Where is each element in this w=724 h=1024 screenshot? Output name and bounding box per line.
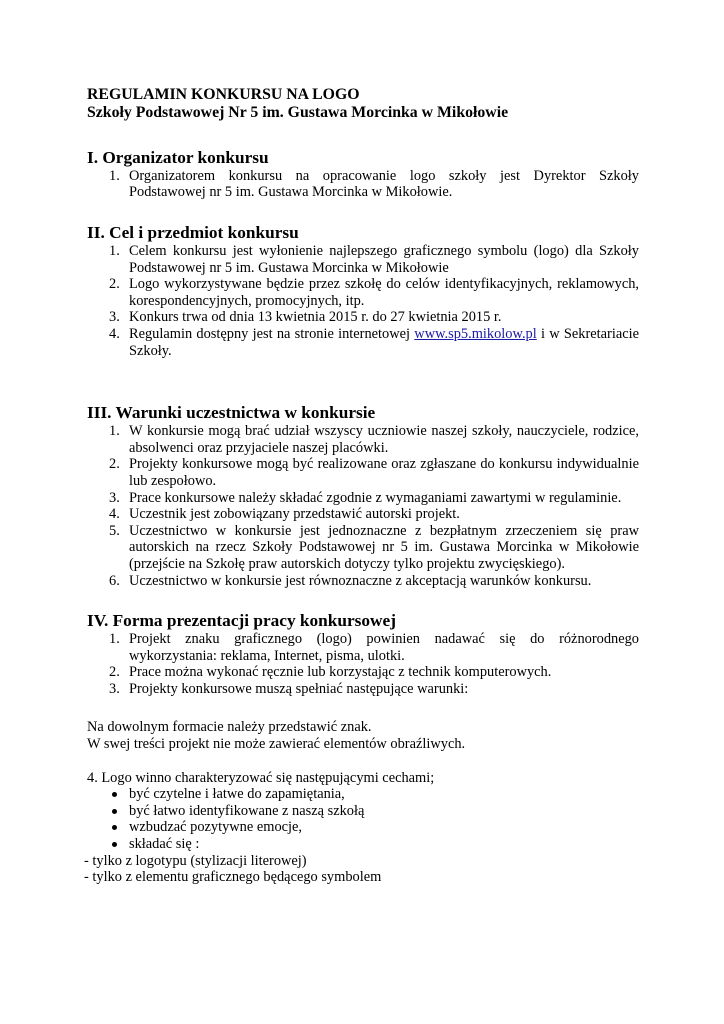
section-heading-organizer: I. Organizator konkursu [87, 147, 269, 167]
section-heading-conditions: III. Warunki uczestnictwa w konkursie [87, 403, 376, 423]
list-item: 4. Uczestnik jest zobowiązany przedstawić autorski projekt. [109, 506, 460, 523]
bullet-item: być czytelne i łatwe do zapamiętania, [87, 786, 639, 803]
list-item: 2. Logo wykorzystywane będzie przez szkołę do celów identyfikacyjnych, reklamowych, korespondencyjnych, promocyjnych, itp. [109, 276, 639, 309]
format-line: Na dowolnym formacie należy przedstawić znak. [87, 719, 372, 736]
presentation-list [87, 631, 639, 697]
organizer-list [87, 168, 639, 201]
point-4-block [84, 769, 639, 886]
conditions-list [87, 423, 639, 589]
section-heading-goal: II. Cel i przedmiot konkursu [87, 223, 299, 242]
list-item: 1. Celem konkursu jest wyłonienie najlepszego graficznego symbolu (logo) dla Szkoły Podstawowej nr 5 im. Gustawa Morcinka w Mikołowie [109, 243, 639, 276]
list-item: 3. Projekty konkursowe muszą spełniać następujące warunki: [109, 680, 469, 697]
document-page [84, 86, 640, 886]
list-item: 3. Konkurs trwa od dnia 13 kwietnia 2015 r. do 27 kwietnia 2015 r. [109, 309, 502, 326]
list-item: 1. Projekt znaku graficznego (logo) powinien nadawać się do różnorodnego wykorzystania: reklama, Internet, pisma, ulotki. [109, 631, 639, 664]
list-item: 3. Prace konkursowe należy składać zgodnie z wymaganiami zawartymi w regulaminie. [109, 489, 622, 506]
document-title: REGULAMIN KONKURSU NA LOGO [87, 86, 360, 103]
list-item: 6. Uczestnictwo w konkursie jest równoznaczne z akceptacją warunków konkursu. [109, 572, 592, 589]
list-item: 1. W konkursie mogą brać udział wszyscy uczniowie naszej szkoły, nauczyciele, rodzice, absolwenci oraz przyjaciele naszej placówki. [109, 423, 639, 456]
bullet-icon [112, 842, 117, 847]
features-list [87, 786, 639, 852]
format-paragraph [87, 719, 639, 752]
list-item: 2. Projekty konkursowe mogą być realizowane oraz zgłaszane do konkursu indywidualnie lub zespołowo. [109, 456, 639, 489]
bullet-icon [112, 825, 117, 830]
bullet-icon [112, 809, 117, 814]
bullet-item: być łatwo identyfikowane z naszą szkołą [87, 803, 639, 820]
list-item: 2. Prace można wykonać ręcznie lub korzystając z technik komputerowych. [109, 664, 552, 681]
bullet-item: wzbudzać pozytywne emocje, [87, 819, 639, 836]
bullet-item: składać się : [87, 836, 639, 853]
content-line: W swej treści projekt nie może zawierać elementów obraźliwych. [87, 736, 466, 753]
list-item: 4. Regulamin dostępny jest na stronie internetowej www.sp5.mikolow.pl i w Sekretariacie Szkoły. [109, 325, 640, 359]
bullet-icon [112, 792, 117, 797]
list-item: 5. Uczestnictwo w konkursie jest jednoznaczne z bezpłatnym zrzeczeniem się praw autorskich na rzecz Szkoły Podstawowej nr 5 im. Gustawa Morcinka w Mikołowie (przejście na Szkołę praw autorskich dotyczy tylko projektu zwycięskiego). [109, 522, 639, 572]
dash-item: - tylko z elementu graficznego będącego symbolem [84, 869, 382, 886]
section-heading-presentation: IV. Forma prezentacji pracy konkursowej [87, 611, 396, 631]
point-4-intro: 4. Logo winno charakteryzować się następującymi cechami; [87, 769, 435, 786]
dash-item: - tylko z logotypu (stylizacji literowej) [84, 852, 307, 869]
list-item: 1. Organizatorem konkursu na opracowanie logo szkoły jest Dyrektor Szkoły Podstawowej nr 5 im. Gustawa Morcinka w Mikołowie. [109, 167, 639, 201]
school-website-link[interactable]: www.sp5.mikolow.pl [414, 325, 537, 342]
goal-list [87, 243, 639, 359]
document-subtitle: Szkoły Podstawowej Nr 5 im. Gustawa Morcinka w Mikołowie [87, 104, 509, 122]
